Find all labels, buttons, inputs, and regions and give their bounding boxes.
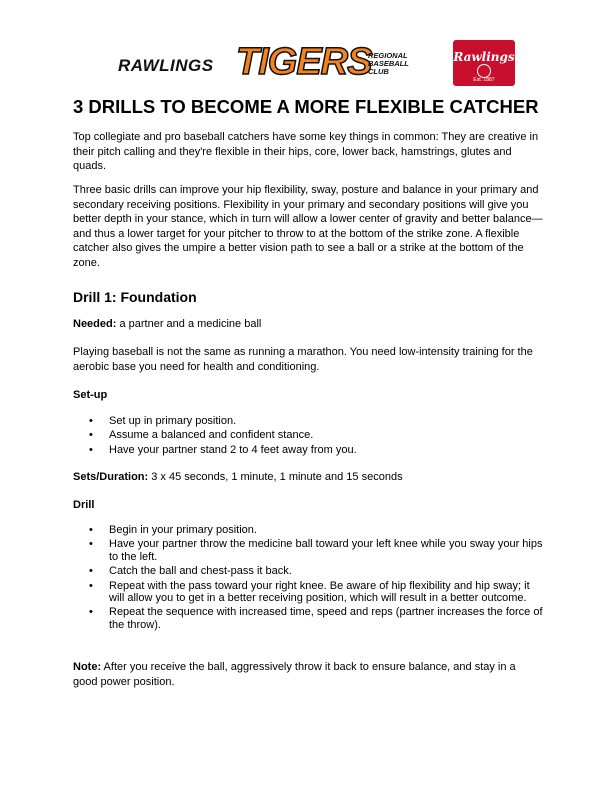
list-item: • Begin in your primary position. — [73, 524, 543, 536]
header-logos — [118, 40, 518, 92]
rawlings-wordmark: RAWLINGS — [118, 56, 214, 75]
sets-duration-line: Sets/Duration: 3 x 45 seconds, 1 minute, 1 minute and 15 seconds — [73, 471, 403, 483]
regional-club-text: REGIONAL BASEBALL CLUB — [368, 51, 409, 76]
intro-paragraph-1: Top collegiate and pro baseball catchers have some key things in common: They are creative in their pitch calling and they're flexible in their hips, core, lower back, hamstrings, glutes and quads. — [73, 131, 539, 172]
drill-heading: Drill — [73, 499, 95, 511]
list-item: • Set up in primary position. — [73, 415, 543, 427]
tigers-wordmark: TIGERS — [236, 41, 372, 83]
drill-list — [73, 524, 543, 633]
setup-heading: Set-up — [73, 389, 108, 401]
list-item: • Repeat the sequence with increased time, speed and reps (partner increases the force of the throw). — [73, 606, 543, 631]
note-paragraph: Note: After you receive the ball, aggressively throw it back to ensure balance, and stay in a good power position. — [73, 661, 516, 688]
baseball-icon — [477, 64, 491, 78]
list-item: • Have your partner throw the medicine ball toward your left knee while you sway your hips to the left. — [73, 538, 543, 563]
drill-1-heading: Drill 1: Foundation — [73, 289, 197, 305]
drill-1-body: Playing baseball is not the same as running a marathon. You need low-intensity training for the aerobic base you need for health and conditioning. — [73, 346, 533, 373]
list-item: • Assume a balanced and confident stance. — [73, 429, 543, 441]
rawlings-badge-logo: Rawlings Est. 1887 — [453, 40, 515, 86]
list-item: • Repeat with the pass toward your right knee. Be aware of hip flexibility and hip sway; it will allow you to get in a better receiving position, which will result in a better outcome. — [73, 580, 543, 605]
page-title: 3 DRILLS TO BECOME A MORE FLEXIBLE CATCHER — [73, 96, 539, 117]
needed-line: Needed: a partner and a medicine ball — [73, 318, 262, 330]
list-item: • Catch the ball and chest-pass it back. — [73, 565, 543, 577]
list-item: • Have your partner stand 2 to 4 feet away from you. — [73, 444, 543, 456]
intro-paragraph-2: Three basic drills can improve your hip flexibility, sway, posture and balance in your primary and secondary receiving positions. Flexibility in your primary and secondary positions will give you better depth in your stance, which in turn will allow a lower center of gravity and better balance—and thus a lower target for your pitcher to throw to at the bottom of the strike zone. A flexible catcher also gives the umpire a better vision path to see a ball or a strike at the bottom of the zone. — [73, 184, 543, 269]
setup-list — [73, 415, 543, 458]
